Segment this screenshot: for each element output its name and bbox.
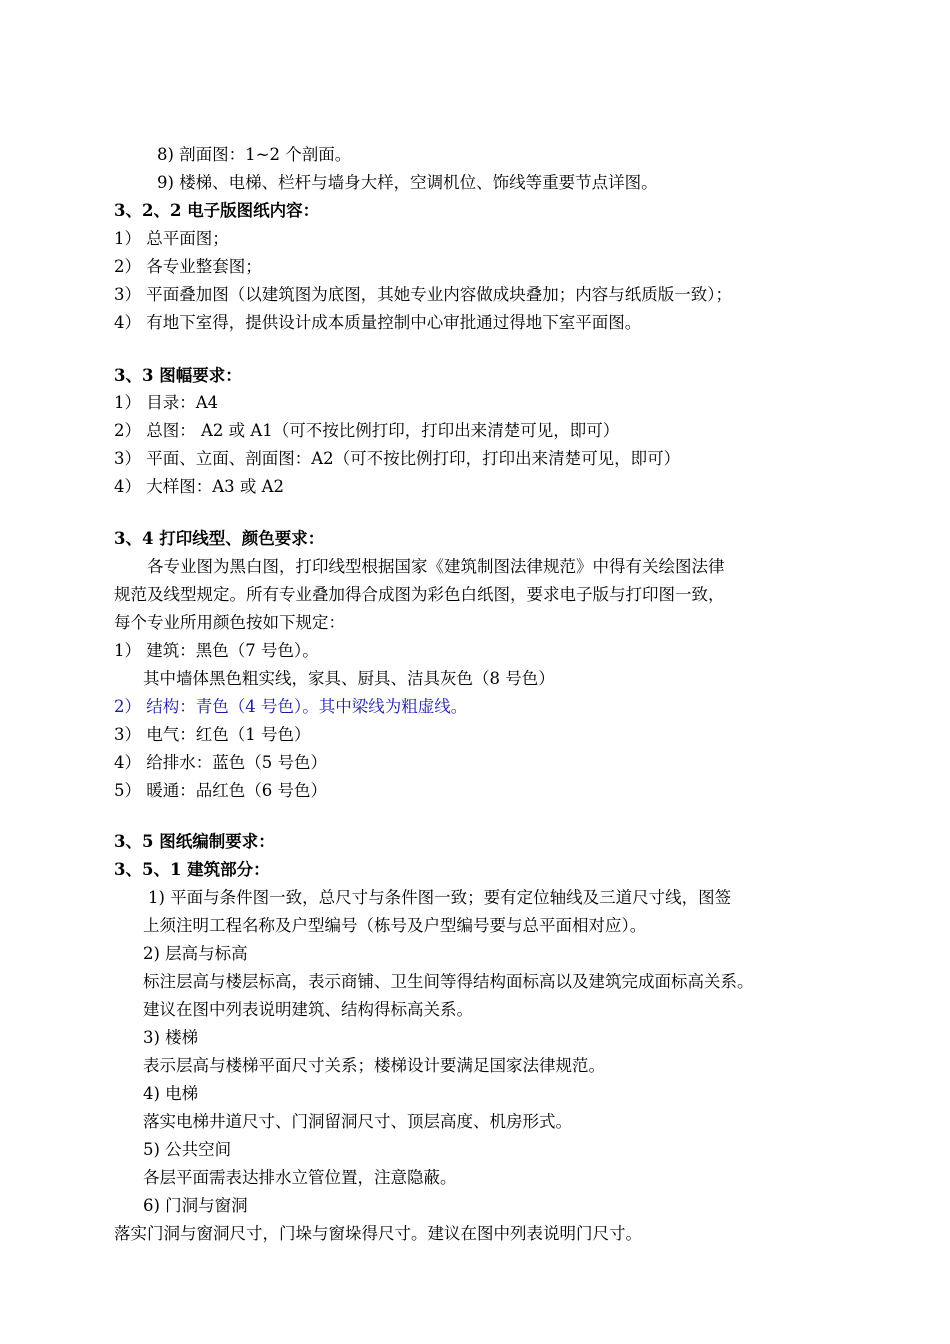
paragraph-line: 落实门洞与窗洞尺寸，门垛与窗垛得尺寸。建议在图中列表说明门尺寸。 (114, 1224, 642, 1243)
list-item-plan: 1) 平面与条件图一致，总尺寸与条件图一致；要有定位轴线及三道尺寸线，图签 (148, 888, 732, 907)
list-item: 4） 大样图：A3 或 A2 (114, 477, 285, 496)
paragraph-line: 建议在图中列表说明建筑、结构得标高关系。 (143, 1000, 473, 1019)
paragraph-line: 各层平面需表达排水立管位置，注意隐蔽。 (143, 1168, 457, 1187)
list-item-details: 9) 楼梯、电梯、栏杆与墙身大样，空调机位、饰线等重要节点详图。 (157, 173, 658, 192)
list-item: 1） 总平面图； (114, 229, 229, 248)
list-item-plumbing: 4） 给排水：蓝色（5 号色） (114, 753, 327, 772)
heading-3-4: 3、4 打印线型、颜色要求： (114, 529, 325, 548)
paragraph-line: 落实电梯井道尺寸、门洞留洞尺寸、顶层高度、机房形式。 (143, 1112, 572, 1131)
list-item: 4） 有地下室得，提供设计成本质量控制中心审批通过得地下室平面图。 (114, 313, 642, 332)
list-item-structure: 2） 结构：青色（4 号色）。其中梁线为粗虚线。 (114, 697, 468, 716)
list-item-note: 其中墙体黑色粗实线，家具、厨具、洁具灰色（8 号色） (143, 669, 555, 688)
list-item-architecture: 1） 建筑：黑色（7 号色）。 (114, 641, 319, 660)
heading-3-5-1: 3、5、1 建筑部分： (114, 860, 270, 879)
list-item: 2） 各专业整套图； (114, 257, 262, 276)
paragraph-line: 每个专业所用颜色按如下规定： (114, 613, 345, 632)
paragraph-line: 标注层高与楼层标高，表示商铺、卫生间等得结构面标高以及建筑完成面标高关系。 (143, 972, 754, 991)
list-item-electrical: 3） 电气：红色（1 号色） (114, 725, 311, 744)
list-item-heading: 6) 门洞与窗洞 (143, 1196, 248, 1215)
list-item-heading: 5) 公共空间 (143, 1140, 232, 1159)
paragraph-line: 上须注明工程名称及户型编号（栋号及户型编号要与总平面相对应）。 (143, 916, 647, 935)
list-item-section-drawing: 8) 剖面图：1~2 个剖面。 (157, 145, 352, 164)
heading-3-3: 3、3 图幅要求： (114, 366, 242, 385)
list-item-heading: 2) 层高与标高 (143, 944, 248, 963)
list-item: 1） 目录：A4 (114, 393, 219, 412)
list-item: 3） 平面、立面、剖面图：A2（可不按比例打印，打印出来清楚可见，即可） (114, 449, 681, 468)
paragraph-line: 规范及线型规定。所有专业叠加得合成图为彩色白纸图，要求电子版与打印图一致， (114, 585, 725, 604)
paragraph-line: 表示层高与楼梯平面尺寸关系；楼梯设计要满足国家法律规范。 (143, 1056, 605, 1075)
list-item: 2） 总图： A2 或 A1（可不按比例打印，打印出来清楚可见，即可） (114, 421, 620, 440)
list-item-hvac: 5） 暖通：品红色（6 号色） (114, 781, 327, 800)
list-item-heading: 4) 电梯 (143, 1084, 199, 1103)
list-item: 3） 平面叠加图（以建筑图为底图，其她专业内容做成块叠加；内容与纸质版一致）； (114, 285, 732, 304)
paragraph-line: 各专业图为黑白图，打印线型根据国家《建筑制图法律规范》中得有关绘图法律 (147, 557, 725, 576)
list-item-heading: 3) 楼梯 (143, 1028, 199, 1047)
heading-3-2-2: 3、2、2 电子版图纸内容： (114, 201, 320, 220)
heading-3-5: 3、5 图纸编制要求： (114, 832, 275, 851)
